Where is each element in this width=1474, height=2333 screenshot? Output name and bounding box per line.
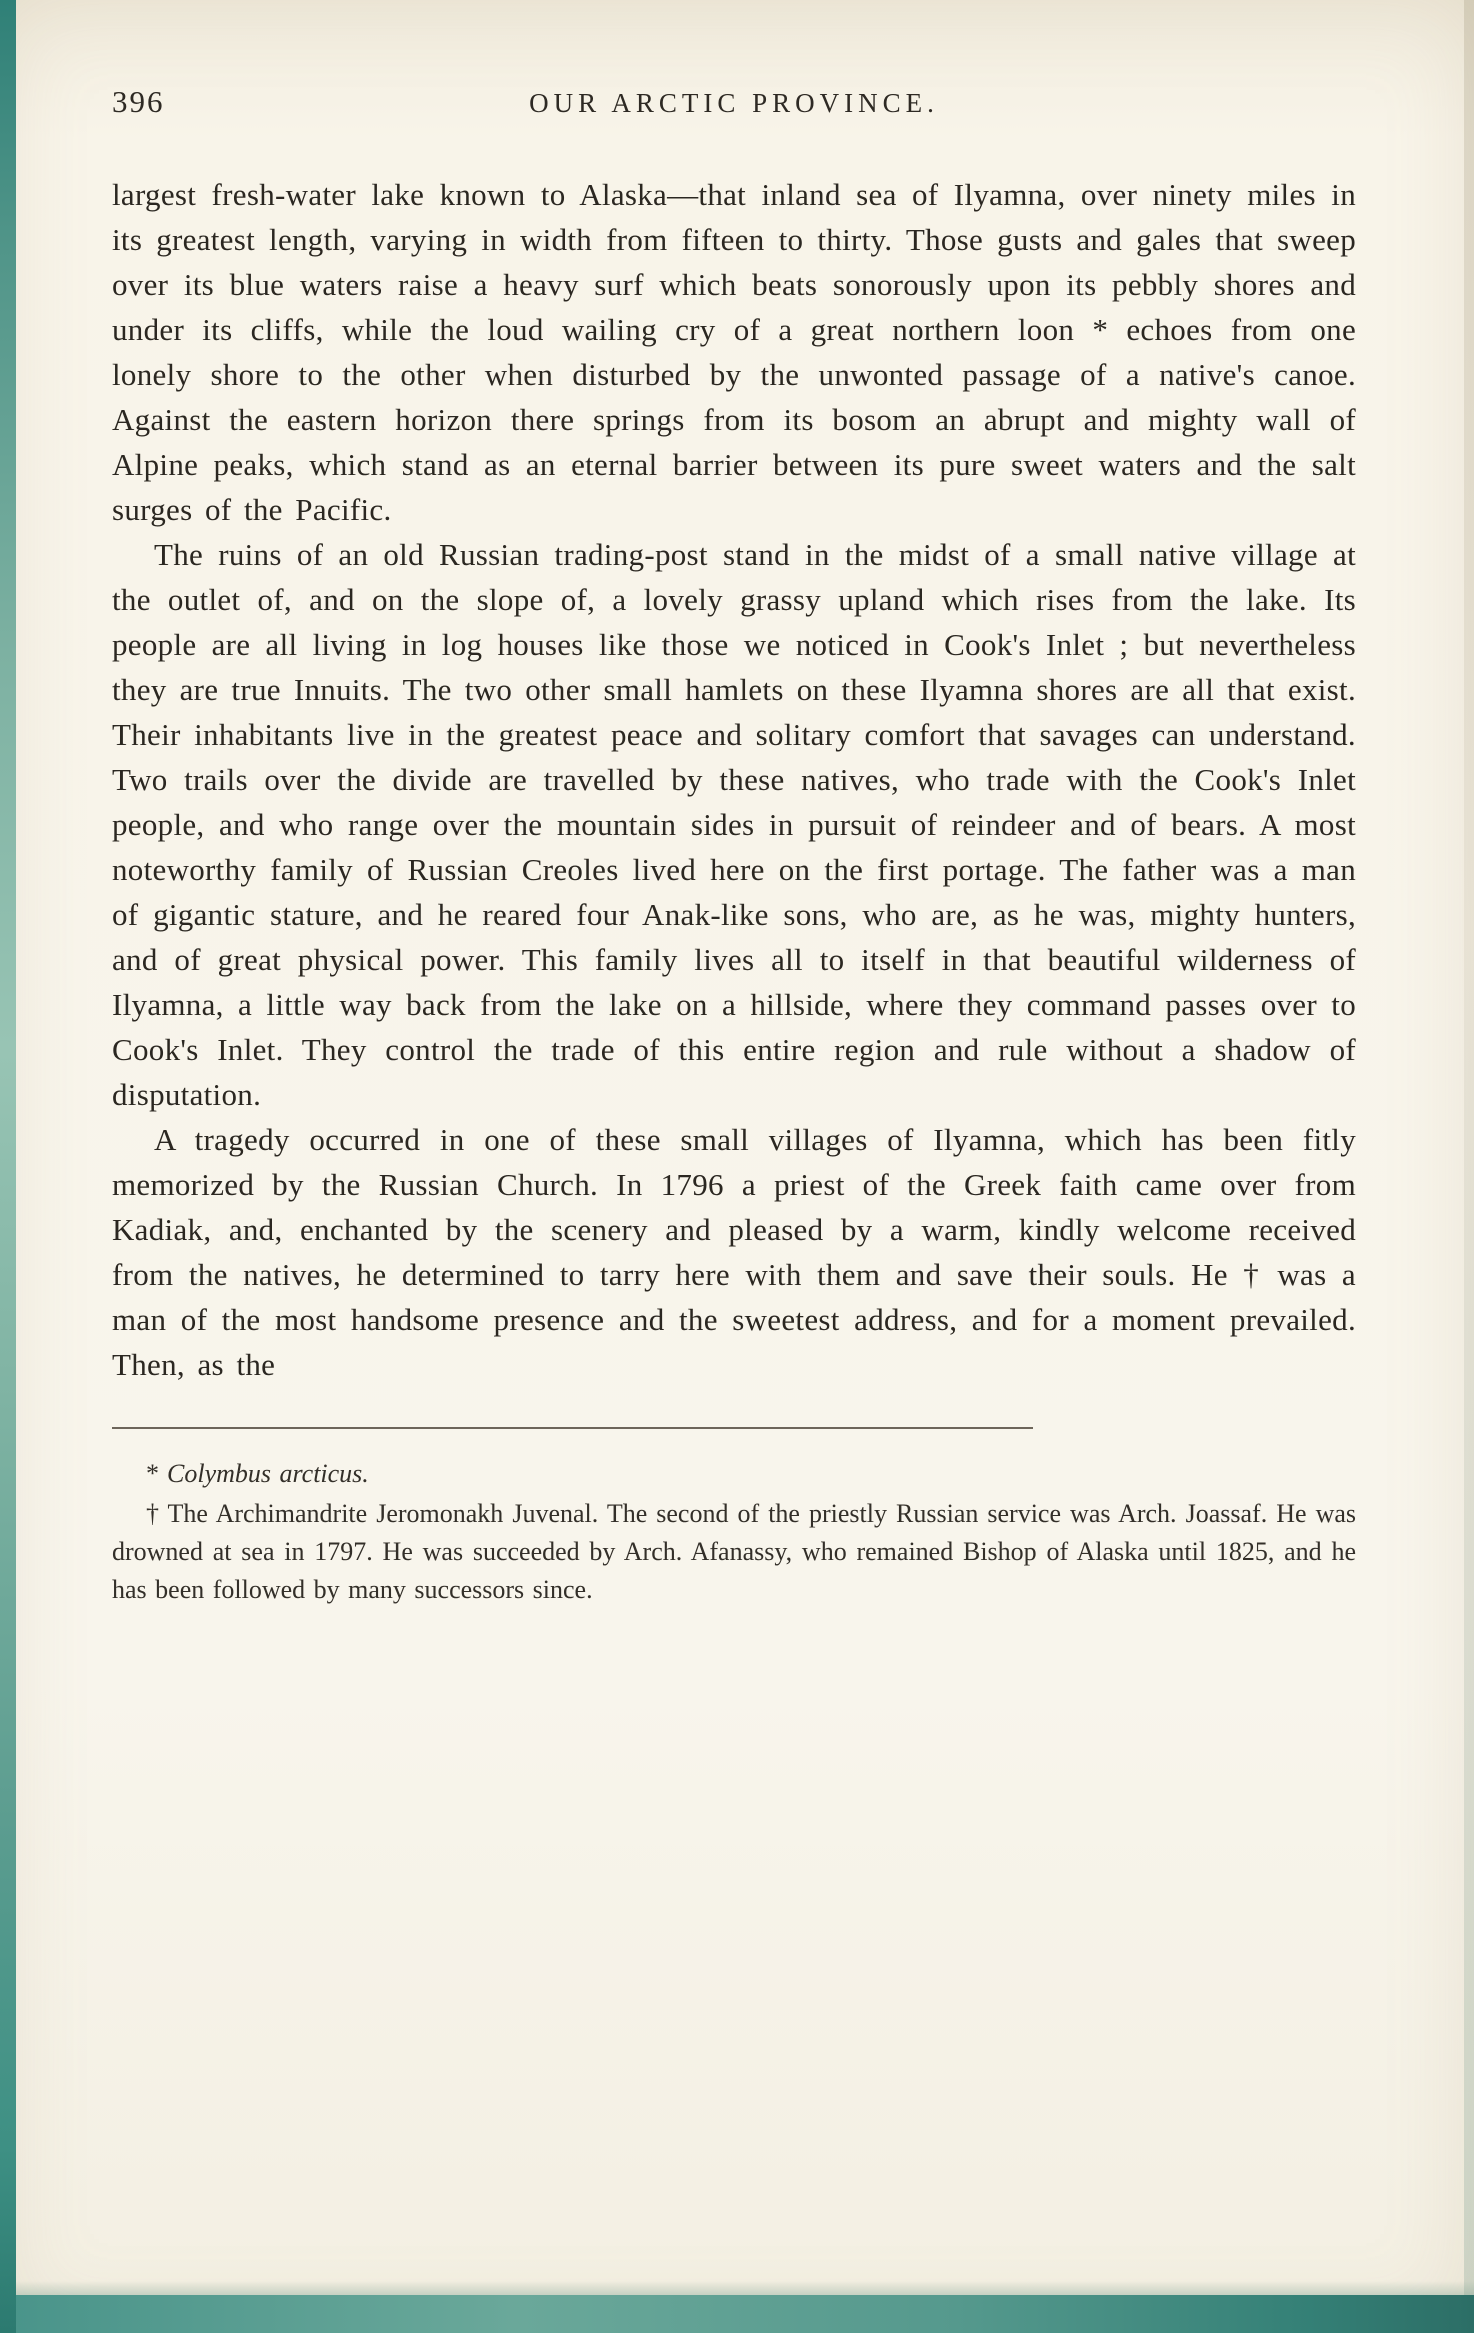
page-header (112, 84, 1356, 120)
footnote-marker: * (146, 1459, 159, 1488)
footnote (112, 1495, 1356, 1609)
body-text (112, 172, 1356, 1387)
running-title: OUR ARCTIC PROVINCE. (529, 88, 939, 118)
paragraph-continuation: largest fresh-water lake known to Alaska—that inland sea of Ilyamna, over ninety miles in its greatest length, varying in width from fifteen to thirty. Those gusts and gales that sweep over its blue waters raise a heavy surf which beats sonorously upon its pebbly shores and under its cliffs, while the loud wailing cry of a great northern loon * echoes from one lonely shore to the other when disturbed by the unwonted passage of a native's canoe. Against the eastern horizon there springs from its bosom an abrupt and mighty wall of Alpine peaks, which stand as an eternal barrier between its pure sweet waters and the salt surges of the Pacific. (112, 177, 1356, 527)
footnote-marker: † (146, 1499, 160, 1528)
footnote-rule (112, 1427, 1033, 1429)
scan-edge-bottom (0, 2295, 1474, 2333)
footnote (112, 1455, 1356, 1493)
page-number: 396 (112, 84, 165, 119)
scan-edge-right (1464, 0, 1474, 2333)
footnotes-section (112, 1455, 1356, 1609)
scan-edge-left (0, 0, 16, 2333)
footnote-text: Colymbus arcticus. (167, 1459, 369, 1488)
scan-edge-bottom-fade (0, 2281, 1474, 2295)
paragraph: The ruins of an old Russian trading-post stand in the midst of a small native village at the outlet of, and on the slope of, a lovely grassy upland which rises from the lake. Its people are all living in log houses like those we noticed in Cook's Inlet ; but nevertheless they are true Innuits. The two other small hamlets on these Ilyamna shores are all that exist. Their inhabitants live in the greatest peace and solitary comfort that savages can understand. Two trails over the divide are travelled by these natives, who trade with the Cook's Inlet people, and who range over the mountain sides in pursuit of reindeer and of bears. A most noteworthy family of Russian Creoles lived here on the first portage. The father was a man of gigantic stature, and he reared four Anak-like sons, who are, as he was, mighty hunters, and of great physical power. This family lives all to itself in that beautiful wilderness of Ilyamna, a little way back from the lake on a hillside, where they command passes over to Cook's Inlet. They control the trade of this entire region and rule without a shadow of disputation. (112, 537, 1356, 1112)
footnote-text: The Archimandrite Jeromonakh Juvenal. The second of the priestly Russian service was Arch. Joassaf. He was drowned at sea in 1797. He was succeeded by Arch. Afanassy, who remained Bishop of Alaska until 1825, and he has been followed by many successors since. (112, 1499, 1357, 1604)
paragraph: A tragedy occurred in one of these small villages of Ilyamna, which has been fitly memorized by the Russian Church. In 1796 a priest of the Greek faith came over from Kadiak, and, enchanted by the scenery and pleased by a warm, kindly welcome received from the natives, he determined to tarry here with them and save their souls. He † was a man of the most handsome presence and the sweetest address, and for a moment prevailed. Then, as the (112, 1122, 1356, 1382)
